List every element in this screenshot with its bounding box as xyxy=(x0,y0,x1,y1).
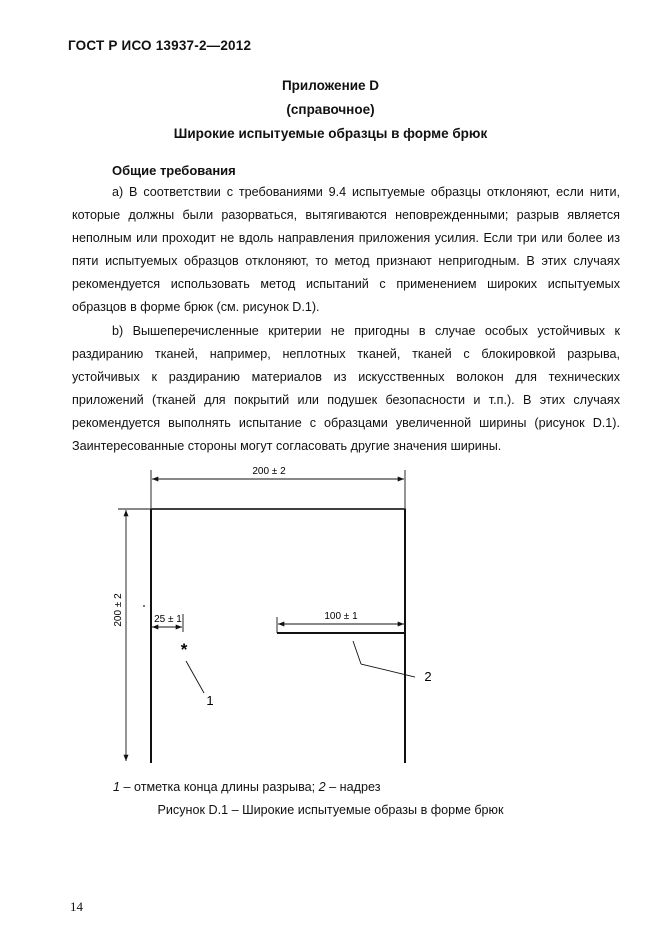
callout-2-leader xyxy=(353,641,361,664)
paragraph-b: b) Вышеперечисленные критерии не пригодны в случае особых устойчивых к раздиранию тканей, например, неплотных тканей, тканей с блокировкой разрыва, устойчивых к раздиранию материалов из искусственных волокон для технических приложений (тканей для покрытий или подушек безопасности и т.п.). В этих случаях рекомендуется выполнять испытание с образцами увеличенной ширины (рисунок D.1). Заинтересованные стороны могут согласовать другие значения ширины. xyxy=(72,324,620,453)
callout-1-label: 1 xyxy=(206,693,214,708)
specimen-outline xyxy=(151,509,405,762)
legend-num-1: 1 xyxy=(113,780,121,794)
slit-dimension-label: 100 ± 1 xyxy=(324,611,358,622)
legend-num-2: 2 xyxy=(318,780,326,794)
figure-legend xyxy=(113,780,380,794)
annex-title: Приложение D xyxy=(281,78,380,93)
tear-end-mark: * xyxy=(180,640,188,659)
callout-1-leader xyxy=(186,661,204,693)
figure-caption: Рисунок D.1 – Широкие испытуемые образы в форме брюк xyxy=(157,803,504,817)
mark-dimension-label: 25 ± 1 xyxy=(154,614,182,625)
legend-text-1: – отметка конца длины разрыва; xyxy=(120,780,319,794)
page-number: 14 xyxy=(70,899,83,914)
section-title: Общие требования xyxy=(112,163,236,178)
annex-subtitle: Широкие испытуемые образцы в форме брюк xyxy=(173,126,488,141)
paragraph-a: а) В соответствии с требованиями 9.4 испытуемые образцы отклоняют, если нити, которые должны были разорваться, вытягиваются неповрежденными; разрыв является неполным или проходит не вдоль направления приложения усилия. Если три или более из пяти испытуемых образцов отклоняют, то метод признают непригодным. В этих случаях рекомендуется использовать метод испытаний с применением широких испытуемых образцов в форме брюк (см. рисунок D.1). xyxy=(72,185,620,314)
height-dimension-label: 200 ± 2 xyxy=(113,593,124,627)
annex-type: (справочное) xyxy=(286,102,375,117)
document-code: ГОСТ Р ИСО 13937-2—2012 xyxy=(68,38,252,53)
width-dimension-label: 200 ± 2 xyxy=(252,466,286,477)
callout-2-label: 2 xyxy=(424,669,432,684)
figure-d1-drawing xyxy=(0,455,661,775)
legend-text-2: – надрез xyxy=(325,780,381,794)
